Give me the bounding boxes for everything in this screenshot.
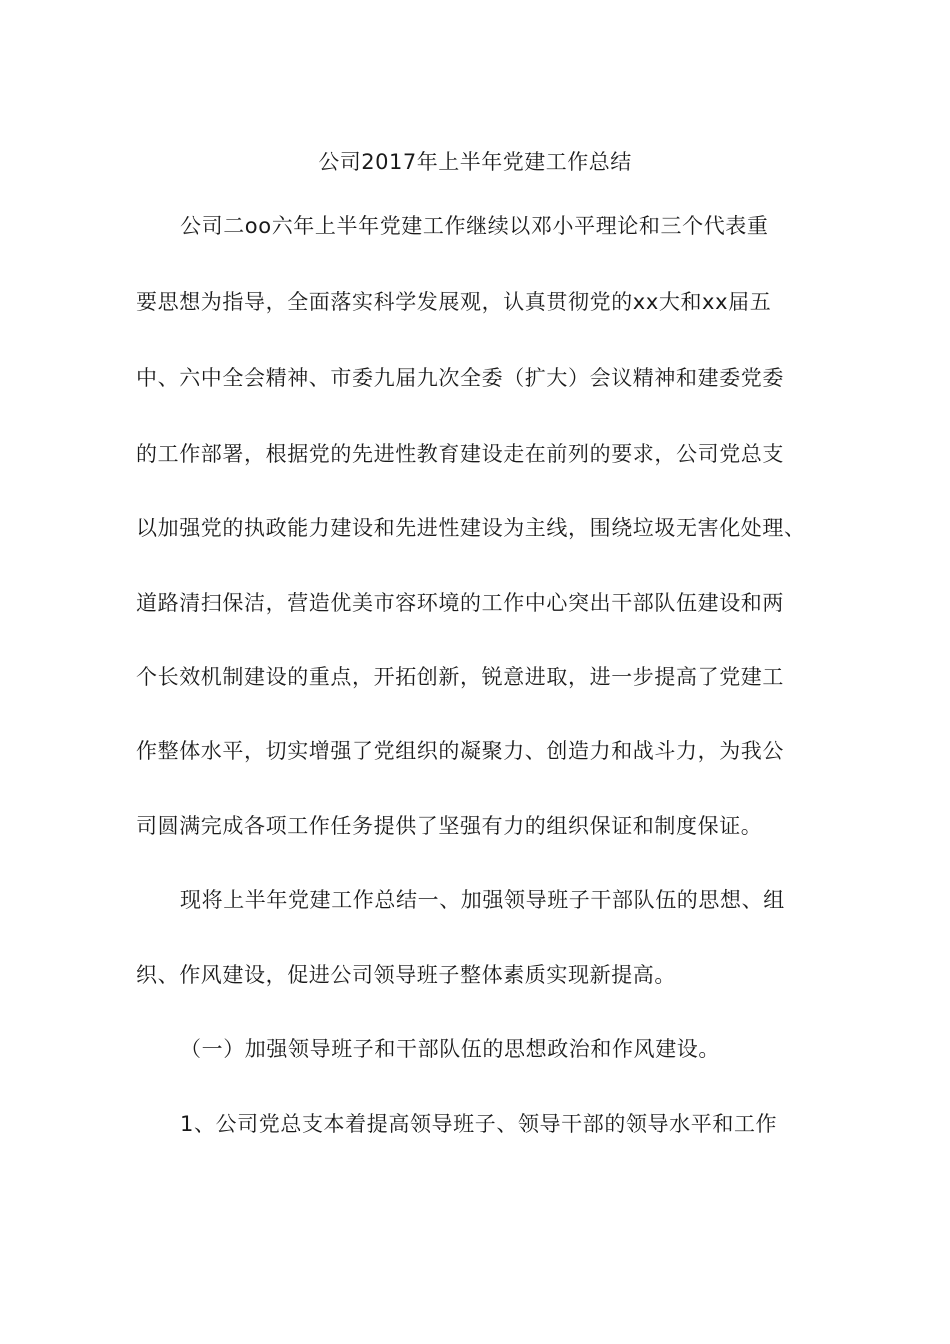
paragraph-line: 织、作风建设，促进公司领导班子整体素质实现新提高。: [136, 963, 676, 987]
paragraph-line: 1、公司党总支本着提高领导班子、领导干部的领导水平和工作: [180, 1112, 778, 1136]
paragraph-line: 个长效机制建设的重点，开拓创新，锐意进取，进一步提高了党建工: [136, 665, 784, 689]
document-title: 公司2017年上半年党建工作总结: [318, 150, 632, 174]
paragraph-line: 的工作部署，根据党的先进性教育建设走在前列的要求，公司党总支: [136, 442, 784, 466]
paragraph-line: 要思想为指导，全面落实科学发展观，认真贯彻党的xx大和xx届五: [136, 290, 772, 314]
paragraph-line: 以加强党的执政能力建设和先进性建设为主线，围绕垃圾无害化处理、: [136, 516, 806, 540]
paragraph-line: 作整体水平，切实增强了党组织的凝聚力、创造力和战斗力，为我公: [136, 739, 784, 763]
section-heading: （一）加强领导班子和干部队伍的思想政治和作风建设。: [180, 1037, 720, 1061]
paragraph-line: 道路清扫保洁，营造优美市容环境的工作中心突出干部队伍建设和两: [136, 591, 784, 615]
paragraph-line: 司圆满完成各项工作任务提供了坚强有力的组织保证和制度保证。: [136, 814, 763, 838]
paragraph-line: 公司二oo六年上半年党建工作继续以邓小平理论和三个代表重: [180, 214, 769, 238]
paragraph-line: 中、六中全会精神、市委九届九次全委（扩大）会议精神和建委党委: [136, 366, 784, 390]
paragraph-line: 现将上半年党建工作总结一、加强领导班子干部队伍的思想、组: [180, 888, 785, 912]
